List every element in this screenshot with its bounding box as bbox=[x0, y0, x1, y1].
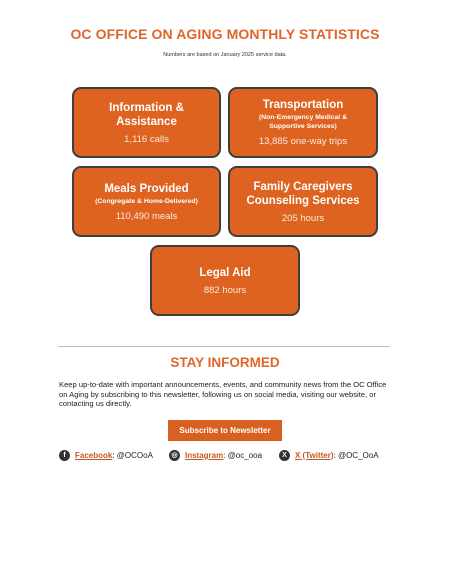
card-heading: Meals Provided bbox=[104, 182, 189, 195]
stat-card-legal-aid bbox=[150, 245, 300, 316]
card-heading: Legal Aid bbox=[199, 266, 251, 279]
card-subheading: (Non-Emergency Medical & bbox=[258, 114, 347, 121]
card-heading: Transportation bbox=[262, 99, 344, 111]
card-value: 110,490 meals bbox=[115, 210, 178, 222]
card-value: 1,116 calls bbox=[124, 133, 169, 145]
facebook-link[interactable]: Facebook bbox=[75, 450, 113, 460]
subscribe-button[interactable]: Subscribe to Newsletter bbox=[168, 420, 282, 441]
instagram-handle: : @oc_ooa bbox=[223, 450, 263, 460]
stat-card-meals bbox=[72, 166, 221, 237]
card-value: 13,885 one-way trips bbox=[258, 136, 348, 147]
x-twitter-link[interactable]: X (Twitter) bbox=[295, 450, 334, 460]
stat-card-information-assistance bbox=[72, 87, 221, 158]
page-title: OC OFFICE ON AGING MONTHLY STATISTICS bbox=[70, 26, 380, 42]
card-heading: Assistance bbox=[116, 115, 177, 128]
card-heading: Information & bbox=[109, 101, 184, 114]
card-subheading: (Congregate & Home-Delivered) bbox=[95, 197, 198, 205]
facebook-handle: : @OCOoA bbox=[112, 450, 153, 460]
instagram-icon: ◎ bbox=[169, 450, 180, 461]
social-x-twitter bbox=[279, 449, 379, 461]
x-twitter-handle: : @OC_OoA bbox=[333, 450, 379, 460]
data-note: Numbers are based on January 2025 service data. bbox=[163, 52, 287, 58]
stay-informed-text: Keep up-to-date with important announcements, events, and community news from the OC Office on Aging by subscribing to this newsletter, following us on social media, visiting our website, or contacting us directly. bbox=[59, 380, 387, 409]
stat-card-family-caregivers bbox=[228, 166, 378, 237]
stat-card-transportation bbox=[228, 87, 378, 158]
card-subheading: Supportive Services) bbox=[269, 123, 337, 130]
instagram-link[interactable]: Instagram bbox=[185, 450, 224, 460]
card-heading: Counseling Services bbox=[246, 194, 360, 207]
card-value: 882 hours bbox=[203, 284, 247, 296]
social-instagram bbox=[169, 449, 262, 461]
x-twitter-icon: X bbox=[279, 450, 290, 461]
social-facebook bbox=[59, 449, 153, 461]
facebook-icon: f bbox=[59, 450, 70, 461]
card-value: 205 hours bbox=[281, 212, 325, 224]
stay-informed-heading: STAY INFORMED bbox=[170, 355, 280, 370]
card-heading: Family Caregivers bbox=[253, 180, 353, 193]
section-divider bbox=[58, 346, 390, 347]
